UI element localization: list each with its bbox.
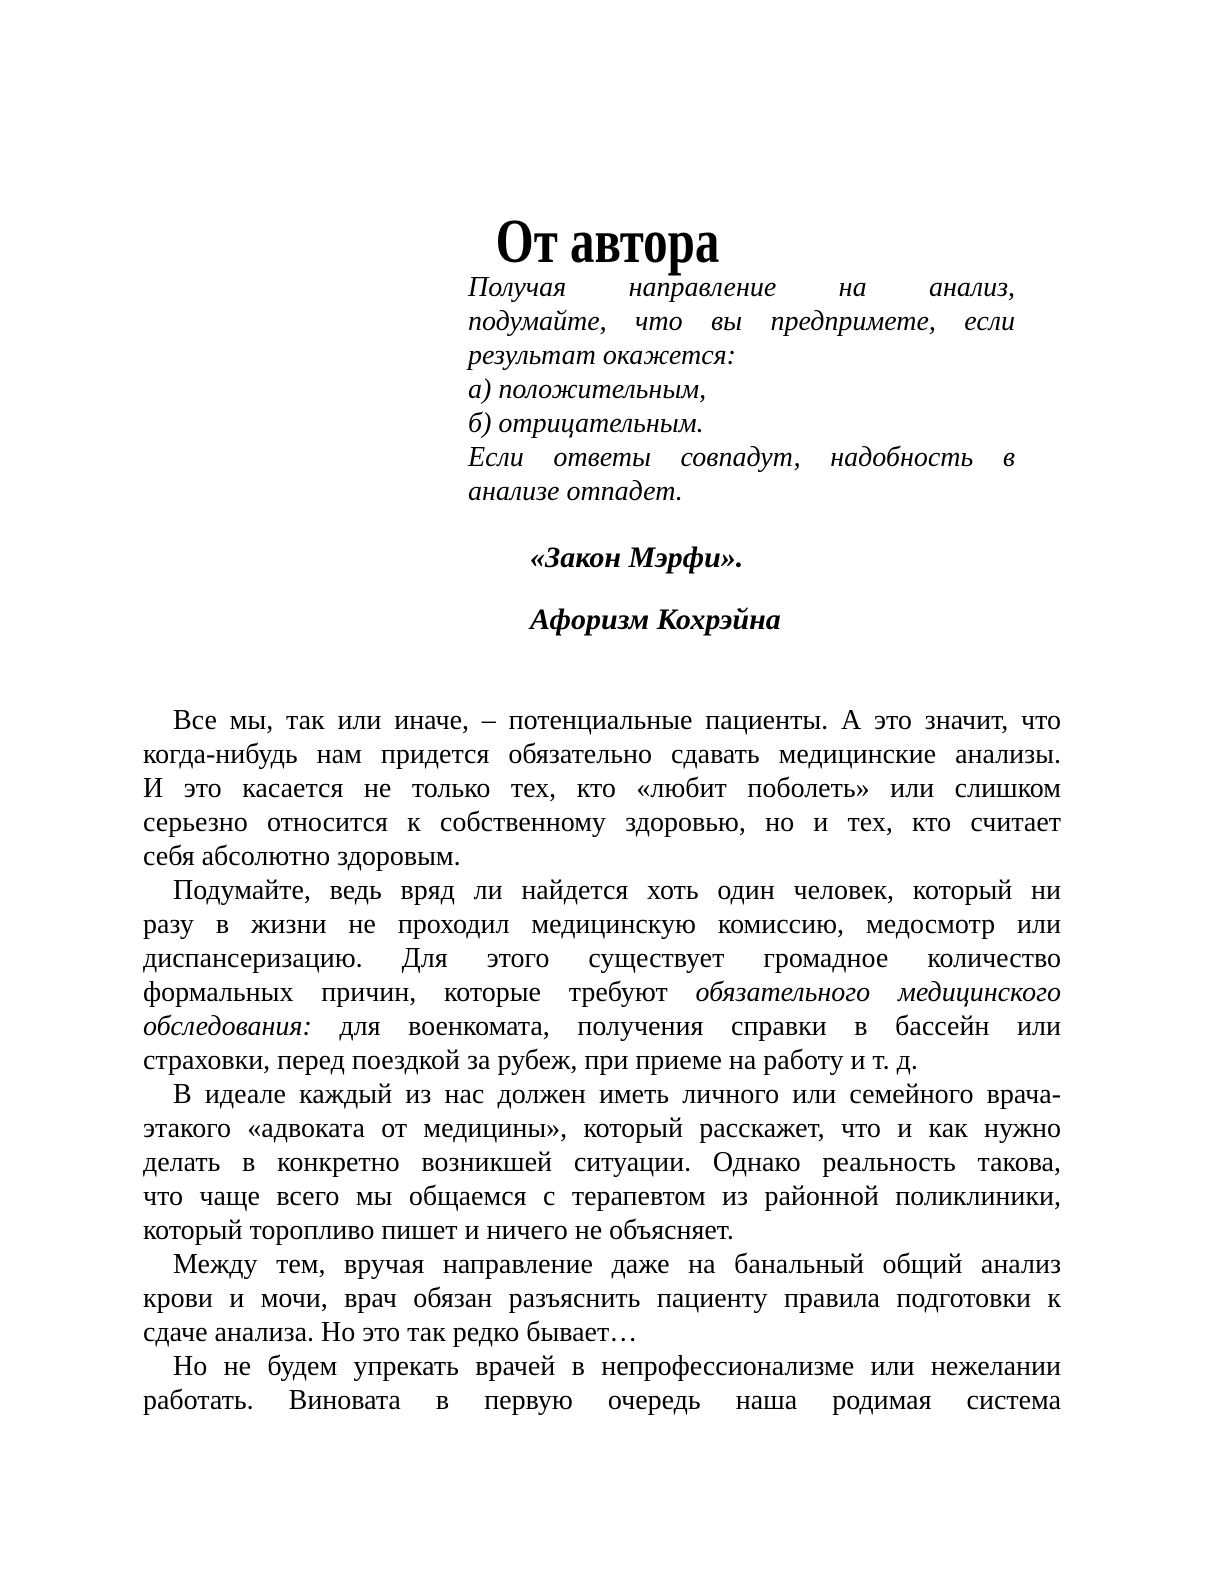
epigraph-line: анализе отпадет.	[468, 476, 683, 507]
epigraph-line: б) отрицательным.	[468, 408, 704, 439]
text-line: обследования: для военкомата, получения справки в бассейн или	[143, 1011, 1061, 1042]
paragraph	[143, 1078, 1061, 1248]
text-line: который торопливо пишет и ничего не объясняет.	[143, 1215, 734, 1246]
epigraph	[468, 271, 1015, 509]
text-line: Подумайте, ведь вряд ли найдется хоть один человек, который ни	[173, 875, 1061, 906]
epigraph-line: результат окажется:	[468, 340, 736, 371]
epigraph-attribution-source: «Закон Мэрфи».	[530, 541, 744, 574]
text-line: делать в конкретно возникшей ситуации. Однако реальность такова,	[143, 1147, 1061, 1178]
text-line: сдаче анализа. Но это так редко бывает…	[143, 1317, 638, 1348]
text-line: Но не будем упрекать врачей в непрофессионализме или нежелании	[173, 1351, 1061, 1382]
text-line: В идеале каждый из нас должен иметь личного или семейного врача-	[173, 1079, 1061, 1110]
epigraph-line: Если ответы совпадут, надобность в	[468, 442, 1015, 473]
text-line: себя абсолютно здоровым.	[143, 841, 461, 872]
text-line: Все мы, так или иначе, – потенциальные пациенты. А это значит, что	[173, 705, 1061, 736]
text-line: этакого «адвоката от медицины», который расскажет, что и как нужно	[143, 1113, 1061, 1144]
epigraph-attribution-author: Афоризм Кохрэйна	[530, 603, 781, 636]
text-line: серьезно относится к собственному здоровью, но и тех, кто считает	[143, 807, 1061, 838]
paragraph	[143, 1350, 1061, 1418]
text-line: И это касается не только тех, кто «любит поболеть» или слишком	[143, 773, 1061, 804]
italic-phrase: обследования:	[143, 1011, 312, 1042]
page-title: От автора	[495, 207, 720, 276]
text-line: формальных причин, которые требуют обязательного медицинского	[143, 977, 1061, 1008]
epigraph-line: Получая направление на анализ,	[468, 272, 1015, 303]
text-line: работать. Виновата в первую очередь наша родимая система	[143, 1385, 1061, 1416]
paragraph	[143, 1248, 1061, 1350]
epigraph-line: а) положительным,	[468, 374, 707, 405]
text-line: Между тем, вручая направление даже на банальный общий анализ	[173, 1249, 1061, 1280]
paragraph	[143, 704, 1061, 874]
italic-phrase: обязательного медицинского	[695, 977, 1061, 1008]
text-line: когда-нибудь нам придется обязательно сдавать медицинские анализы.	[143, 739, 1061, 770]
text-line: страховки, перед поездкой за рубеж, при приеме на работу и т. д.	[143, 1045, 918, 1076]
text-line: крови и мочи, врач обязан разъяснить пациенту правила подготовки к	[143, 1283, 1061, 1314]
body-text	[143, 704, 1061, 1418]
text-line: что чаще всего мы общаемся с терапевтом из районной поликлиники,	[143, 1181, 1061, 1212]
epigraph-line: подумайте, что вы предпримете, если	[468, 306, 1015, 337]
text-line: диспансеризацию. Для этого существует громадное количество	[143, 943, 1061, 974]
text-line: разу в жизни не проходил медицинскую комиссию, медосмотр или	[143, 909, 1061, 940]
paragraph	[143, 874, 1061, 1078]
